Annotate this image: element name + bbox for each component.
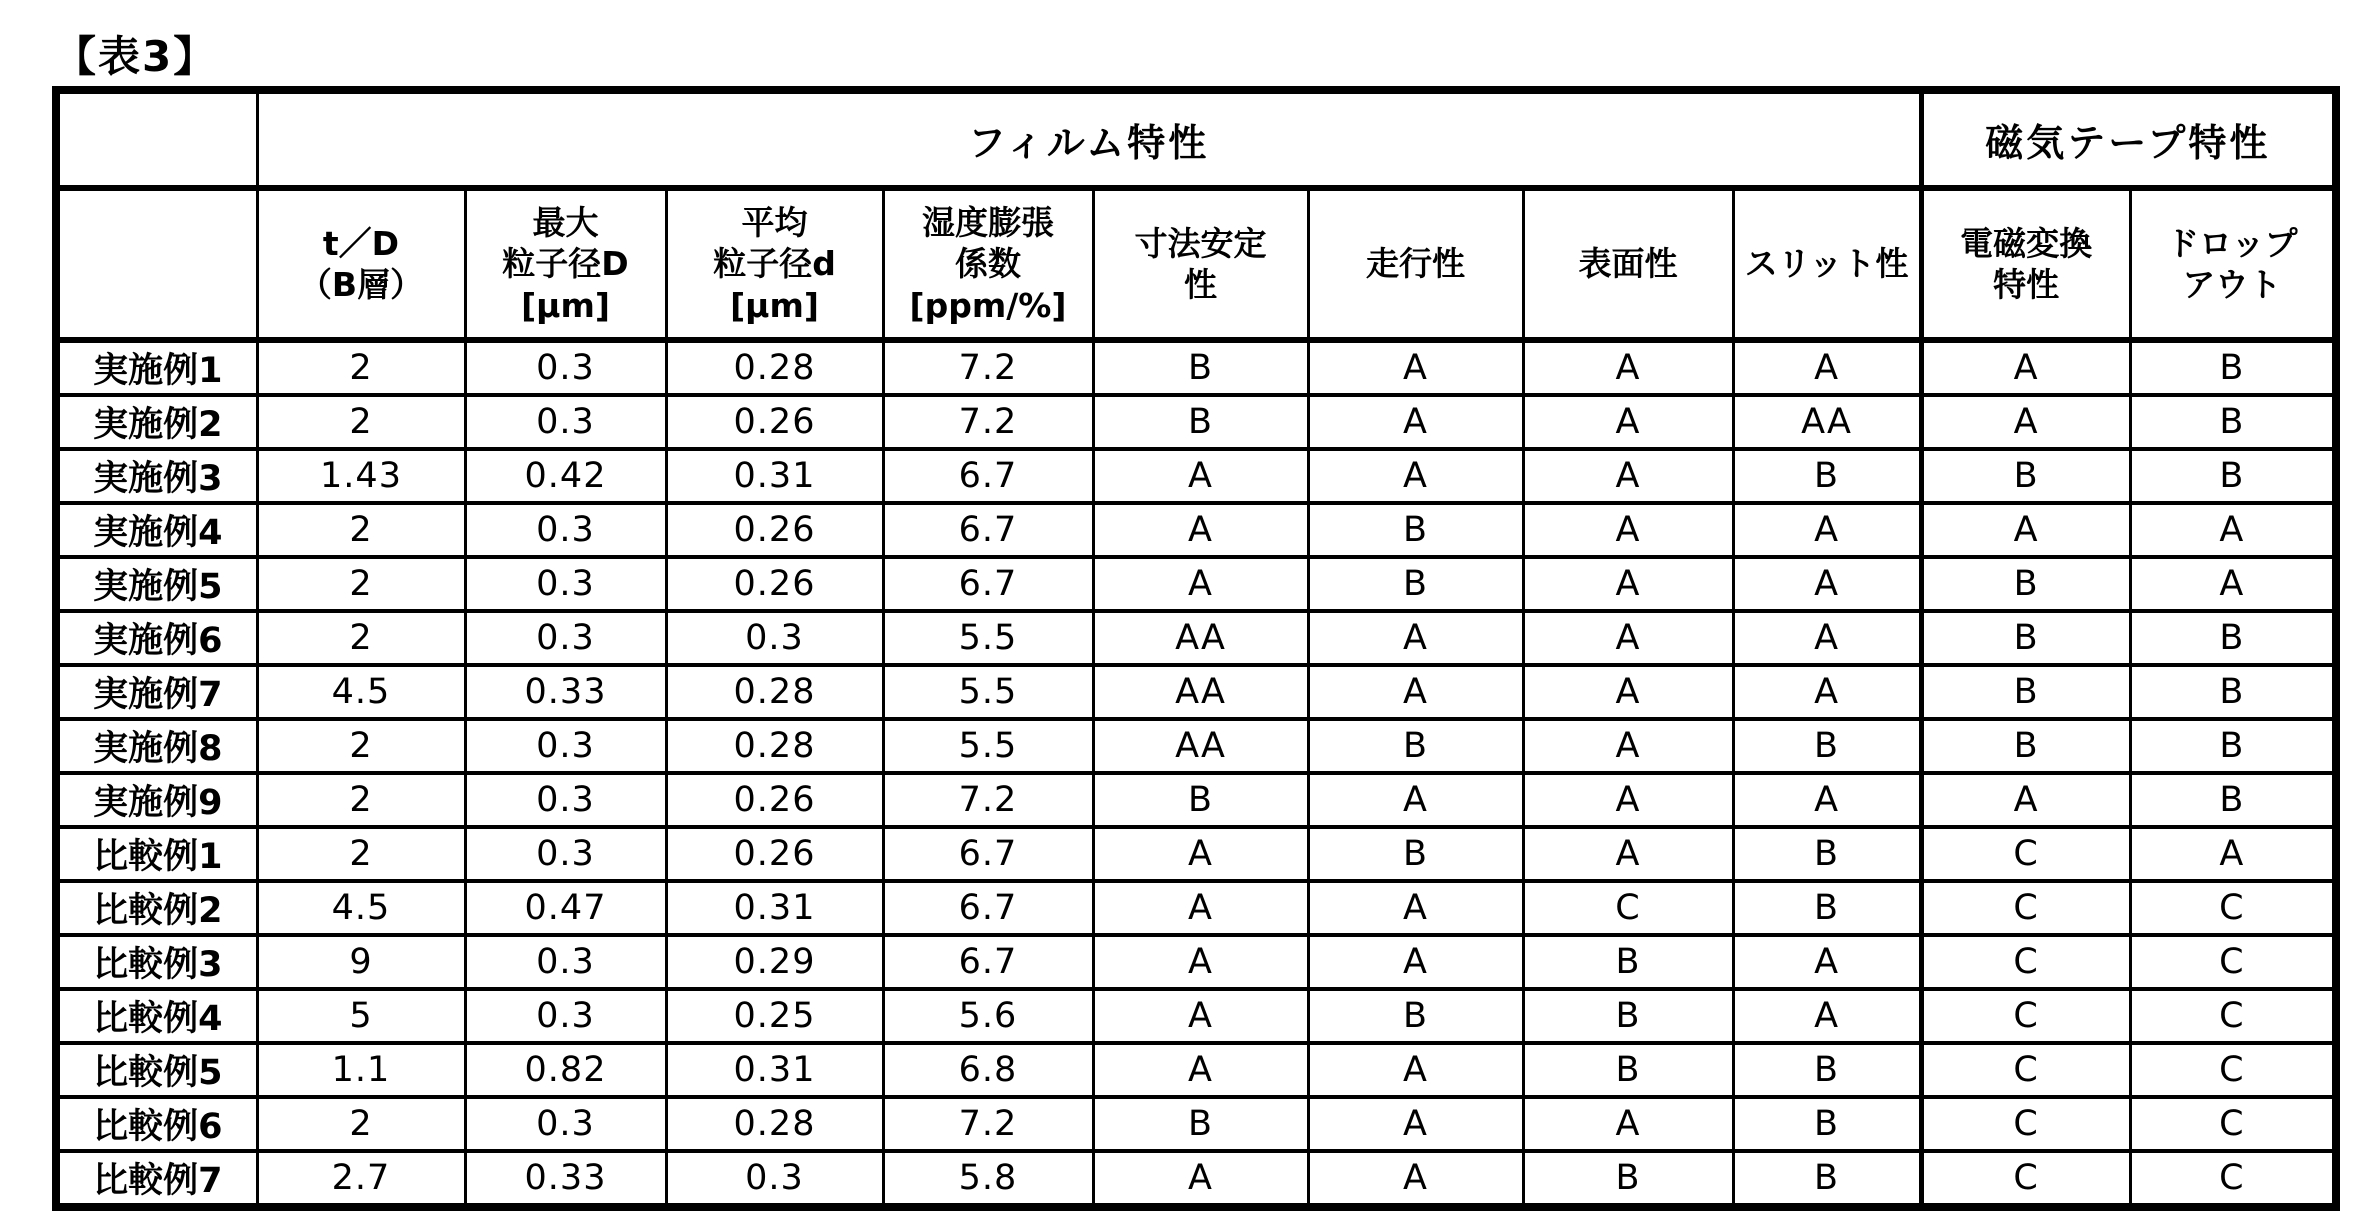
table-cell: 2 [257, 611, 465, 665]
table-cell: B [1308, 503, 1523, 557]
table-cell: A [1733, 611, 1921, 665]
table-cell: 6.8 [883, 1043, 1093, 1097]
table-cell: 6.7 [883, 935, 1093, 989]
table-cell: A [1523, 611, 1733, 665]
table-cell: C [2130, 1151, 2336, 1207]
table-cell: B [1523, 935, 1733, 989]
table-cell: 0.33 [465, 665, 666, 719]
table-cell: 6.7 [883, 449, 1093, 503]
table-cell: C [2130, 935, 2336, 989]
table-cell: 0.3 [666, 611, 883, 665]
table-cell: B [1921, 665, 2130, 719]
table-row [56, 719, 2336, 773]
table-cell: 0.26 [666, 557, 883, 611]
table-cell: A [2130, 827, 2336, 881]
column-header-6: 表面性 [1523, 188, 1733, 340]
row-label: 実施例6 [56, 611, 257, 665]
table-cell: 5.5 [883, 719, 1093, 773]
table-cell: 0.28 [666, 340, 883, 395]
table-cell: 0.3 [465, 557, 666, 611]
table-cell: A [1523, 719, 1733, 773]
table-row [56, 1043, 2336, 1097]
table-cell: 0.3 [465, 503, 666, 557]
table-cell: A [1308, 935, 1523, 989]
row-label: 比較例6 [56, 1097, 257, 1151]
table-cell: C [1921, 989, 2130, 1043]
table-cell: A [1733, 503, 1921, 557]
table-cell: 2 [257, 503, 465, 557]
table-header [56, 90, 2336, 340]
row-label: 実施例2 [56, 395, 257, 449]
table-cell: B [1093, 773, 1308, 827]
table-cell: B [1523, 989, 1733, 1043]
table-cell: 4.5 [257, 665, 465, 719]
table-cell: B [2130, 665, 2336, 719]
table-cell: A [1523, 395, 1733, 449]
table-cell: C [2130, 881, 2336, 935]
table-cell: A [2130, 503, 2336, 557]
table-cell: C [2130, 989, 2336, 1043]
table-row [56, 611, 2336, 665]
table-cell: A [1523, 340, 1733, 395]
table-cell: B [2130, 611, 2336, 665]
table-cell: C [2130, 1043, 2336, 1097]
row-label: 比較例3 [56, 935, 257, 989]
table-cell: 0.82 [465, 1043, 666, 1097]
row-label: 実施例7 [56, 665, 257, 719]
table-cell: A [1733, 989, 1921, 1043]
table-cell: 0.33 [465, 1151, 666, 1207]
table-cell: B [1921, 611, 2130, 665]
table-cell: B [1733, 719, 1921, 773]
table-cell: 0.28 [666, 719, 883, 773]
table-cell: B [1733, 1043, 1921, 1097]
column-header-3: 湿度膨張 係数 [ppm/%] [883, 188, 1093, 340]
table-row [56, 1097, 2336, 1151]
table-cell: 0.3 [465, 611, 666, 665]
table-cell: A [1093, 503, 1308, 557]
table-cell: A [1921, 503, 2130, 557]
table-cell: 6.7 [883, 557, 1093, 611]
table-cell: C [1921, 881, 2130, 935]
table-cell: 0.31 [666, 1043, 883, 1097]
table-cell: 6.7 [883, 881, 1093, 935]
table-cell: A [1308, 773, 1523, 827]
table-cell: C [1523, 881, 1733, 935]
table-cell: A [1308, 665, 1523, 719]
table-cell: C [1921, 1043, 2130, 1097]
table-cell: 0.29 [666, 935, 883, 989]
table-cell: A [1093, 827, 1308, 881]
row-label: 実施例1 [56, 340, 257, 395]
table-cell: 0.25 [666, 989, 883, 1043]
table-cell: A [1921, 773, 2130, 827]
table-cell: 1.1 [257, 1043, 465, 1097]
table-cell: 7.2 [883, 395, 1093, 449]
table-cell: A [1308, 395, 1523, 449]
table-cell: A [1093, 449, 1308, 503]
table-cell: A [1308, 881, 1523, 935]
column-header-1: 最大 粒子径D [μm] [465, 188, 666, 340]
table-cell: 0.3 [666, 1151, 883, 1207]
table-cell: 0.3 [465, 827, 666, 881]
column-header-8: 電磁変換 特性 [1921, 188, 2130, 340]
table-cell: A [1093, 935, 1308, 989]
row-label: 比較例2 [56, 881, 257, 935]
column-header-7: スリット性 [1733, 188, 1921, 340]
table-cell: 2 [257, 395, 465, 449]
table-body [56, 340, 2336, 1207]
corner-cell-top [56, 90, 257, 188]
table-cell: A [1308, 611, 1523, 665]
table-caption: 【表3】 [54, 32, 218, 81]
corner-cell-bottom [56, 188, 257, 340]
table-cell: A [1523, 1097, 1733, 1151]
table-cell: 0.3 [465, 1097, 666, 1151]
table-cell: B [2130, 340, 2336, 395]
table-row [56, 395, 2336, 449]
table-cell: 0.28 [666, 1097, 883, 1151]
table-cell: B [1093, 340, 1308, 395]
table-row [56, 340, 2336, 395]
column-header-9: ドロップ アウト [2130, 188, 2336, 340]
table-cell: A [1733, 935, 1921, 989]
table-cell: 5.8 [883, 1151, 1093, 1207]
row-label: 比較例1 [56, 827, 257, 881]
table-cell: B [2130, 449, 2336, 503]
table-cell: A [1523, 449, 1733, 503]
column-header-5: 走行性 [1308, 188, 1523, 340]
table-cell: 0.31 [666, 881, 883, 935]
table-cell: 2 [257, 557, 465, 611]
table-cell: A [1308, 449, 1523, 503]
table-cell: A [1523, 503, 1733, 557]
table-cell: A [1093, 881, 1308, 935]
row-label: 比較例4 [56, 989, 257, 1043]
properties-table [52, 86, 2340, 1211]
table-cell: 0.47 [465, 881, 666, 935]
table-cell: AA [1093, 611, 1308, 665]
table-cell: B [1921, 449, 2130, 503]
table-cell: 0.26 [666, 395, 883, 449]
table-cell: 4.5 [257, 881, 465, 935]
table-cell: A [1093, 557, 1308, 611]
table-cell: 0.28 [666, 665, 883, 719]
table-row [56, 557, 2336, 611]
table-cell: C [1921, 1097, 2130, 1151]
table-cell: B [2130, 773, 2336, 827]
table-cell: B [1308, 719, 1523, 773]
table-cell: 0.42 [465, 449, 666, 503]
table-cell: B [2130, 719, 2336, 773]
table-cell: AA [1733, 395, 1921, 449]
table-cell: B [1733, 449, 1921, 503]
table-cell: A [1308, 1097, 1523, 1151]
table-row [56, 935, 2336, 989]
table-cell: 0.3 [465, 935, 666, 989]
table-cell: 2 [257, 827, 465, 881]
row-label: 実施例3 [56, 449, 257, 503]
row-label: 実施例8 [56, 719, 257, 773]
table-cell: A [1733, 557, 1921, 611]
table-cell: 0.26 [666, 503, 883, 557]
table-cell: 0.3 [465, 395, 666, 449]
table-row [56, 665, 2336, 719]
row-label: 実施例9 [56, 773, 257, 827]
table-cell: A [1733, 773, 1921, 827]
column-header-row [56, 188, 2336, 340]
table-cell: 6.7 [883, 827, 1093, 881]
table-cell: 5 [257, 989, 465, 1043]
table-cell: B [1523, 1043, 1733, 1097]
table-cell: A [1921, 395, 2130, 449]
table-cell: 2 [257, 1097, 465, 1151]
table-cell: A [2130, 557, 2336, 611]
table-cell: A [1523, 827, 1733, 881]
table-cell: 1.43 [257, 449, 465, 503]
table-cell: A [1921, 340, 2130, 395]
row-label: 実施例4 [56, 503, 257, 557]
table-row [56, 827, 2336, 881]
table-cell: C [1921, 1151, 2130, 1207]
table-cell: B [1093, 1097, 1308, 1151]
table-row [56, 773, 2336, 827]
table-row [56, 989, 2336, 1043]
table-cell: A [1093, 989, 1308, 1043]
table-cell: 2 [257, 719, 465, 773]
table-cell: 0.26 [666, 773, 883, 827]
table-row [56, 881, 2336, 935]
table-cell: 0.3 [465, 773, 666, 827]
group-header-0: フィルム特性 [257, 90, 1921, 188]
table-cell: 7.2 [883, 773, 1093, 827]
column-header-4: 寸法安定 性 [1093, 188, 1308, 340]
table-cell: B [2130, 395, 2336, 449]
column-header-2: 平均 粒子径d [μm] [666, 188, 883, 340]
table-cell: A [1093, 1043, 1308, 1097]
table-cell: B [1733, 881, 1921, 935]
row-label: 比較例5 [56, 1043, 257, 1097]
table-cell: A [1523, 557, 1733, 611]
table-cell: A [1733, 340, 1921, 395]
table-cell: A [1308, 1043, 1523, 1097]
table-cell: B [1733, 1097, 1921, 1151]
table-cell: B [1921, 719, 2130, 773]
table-cell: 7.2 [883, 340, 1093, 395]
table-cell: 2 [257, 340, 465, 395]
table-cell: 5.5 [883, 611, 1093, 665]
table-cell: 6.7 [883, 503, 1093, 557]
table-cell: A [1308, 340, 1523, 395]
table-row [56, 503, 2336, 557]
table-cell: 2 [257, 773, 465, 827]
table-cell: B [1308, 989, 1523, 1043]
table-cell: 7.2 [883, 1097, 1093, 1151]
table-row [56, 1151, 2336, 1207]
table-cell: 0.3 [465, 719, 666, 773]
table-cell: B [1308, 827, 1523, 881]
table-cell: 0.26 [666, 827, 883, 881]
table-cell: C [1921, 827, 2130, 881]
table-row [56, 449, 2336, 503]
group-header-row [56, 90, 2336, 188]
table-cell: B [1733, 1151, 1921, 1207]
row-label: 比較例7 [56, 1151, 257, 1207]
table-cell: A [1523, 665, 1733, 719]
table-cell: A [1733, 665, 1921, 719]
table-cell: AA [1093, 665, 1308, 719]
table-cell: B [1308, 557, 1523, 611]
row-label: 実施例5 [56, 557, 257, 611]
table-cell: AA [1093, 719, 1308, 773]
table-cell: B [1093, 395, 1308, 449]
table-cell: 2.7 [257, 1151, 465, 1207]
table-cell: A [1093, 1151, 1308, 1207]
column-header-0: t／D （B層） [257, 188, 465, 340]
table-cell: A [1523, 773, 1733, 827]
table-cell: C [1921, 935, 2130, 989]
group-header-1: 磁気テープ特性 [1921, 90, 2336, 188]
table-cell: B [1921, 557, 2130, 611]
table-cell: 5.5 [883, 665, 1093, 719]
table-cell: B [1523, 1151, 1733, 1207]
table-cell: B [1733, 827, 1921, 881]
table-cell: A [1308, 1151, 1523, 1207]
table-cell: 0.3 [465, 340, 666, 395]
table-cell: 5.6 [883, 989, 1093, 1043]
table-cell: 0.31 [666, 449, 883, 503]
table-cell: 0.3 [465, 989, 666, 1043]
table-cell: 9 [257, 935, 465, 989]
table-cell: C [2130, 1097, 2336, 1151]
